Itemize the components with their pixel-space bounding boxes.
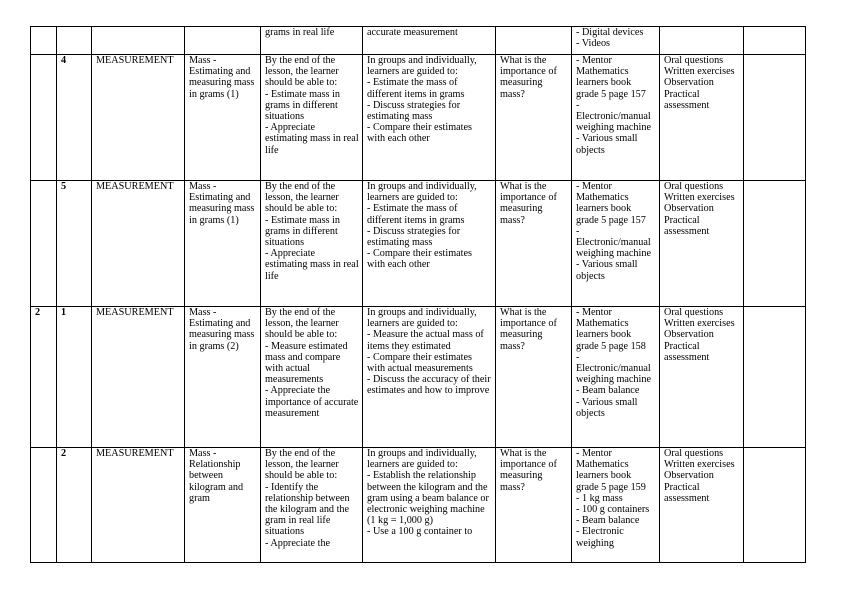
sub-strand-cell: Mass - Estimating and measuring mass in grams (1)	[185, 55, 261, 181]
inquiry-question-cell	[496, 27, 572, 55]
lesson-cell: 2	[57, 448, 92, 563]
table-row	[31, 181, 806, 307]
table-row	[31, 27, 806, 55]
assessment-cell: Oral questions Written exercises Observation Practical assessment	[660, 181, 744, 307]
learning-outcomes-cell: By the end of the lesson, the learner should be able to: - Estimate mass in grams in different situations - Appreciate estimating mass in real life	[261, 55, 363, 181]
scheme-of-work-page	[30, 26, 806, 563]
assessment-cell	[660, 27, 744, 55]
resources-cell: - Mentor Mathematics learners book grade 5 page 159 - 1 kg mass - 100 g containers - Beam balance - Electronic weighing	[572, 448, 660, 563]
learning-experiences-cell: accurate measurement	[363, 27, 496, 55]
remarks-cell	[744, 181, 806, 307]
week-cell	[31, 181, 57, 307]
table-row	[31, 55, 806, 181]
remarks-cell	[744, 27, 806, 55]
assessment-cell: Oral questions Written exercises Observation Practical assessment	[660, 448, 744, 563]
strand-cell: MEASUREMENT	[92, 448, 185, 563]
week-cell	[31, 448, 57, 563]
learning-experiences-cell: In groups and individually, learners are guided to: - Measure the actual mass of items they estimated - Compare their estimates with actual measurements - Discuss the accuracy of their estimates and how to improve	[363, 307, 496, 448]
sub-strand-cell: Mass - Estimating and measuring mass in grams (2)	[185, 307, 261, 448]
learning-experiences-cell: In groups and individually, learners are guided to: - Establish the relationship between the kilogram and the gram using a beam balance or electronic weighing machine (1 kg = 1,000 g) - Use a 100 g container to	[363, 448, 496, 563]
week-cell	[31, 27, 57, 55]
lesson-cell	[57, 27, 92, 55]
remarks-cell	[744, 448, 806, 563]
table-row	[31, 448, 806, 563]
resources-cell: - Digital devices - Videos	[572, 27, 660, 55]
strand-cell: MEASUREMENT	[92, 307, 185, 448]
learning-outcomes-cell: grams in real life	[261, 27, 363, 55]
learning-experiences-cell: In groups and individually, learners are guided to: - Estimate the mass of different items in grams - Discuss strategies for estimating mass - Compare their estimates with each other	[363, 181, 496, 307]
assessment-cell: Oral questions Written exercises Observation Practical assessment	[660, 307, 744, 448]
table-row	[31, 307, 806, 448]
assessment-cell: Oral questions Written exercises Observation Practical assessment	[660, 55, 744, 181]
resources-cell: - Mentor Mathematics learners book grade 5 page 158 - Electronic/manual weighing machine - Beam balance - Various small objects	[572, 307, 660, 448]
remarks-cell	[744, 55, 806, 181]
learning-outcomes-cell: By the end of the lesson, the learner should be able to: - Identify the relationship between the kilogram and the gram in real life situations - Appreciate the	[261, 448, 363, 563]
sub-strand-cell: Mass - Relationship between kilogram and gram	[185, 448, 261, 563]
strand-cell: MEASUREMENT	[92, 181, 185, 307]
learning-outcomes-cell: By the end of the lesson, the learner should be able to: - Measure estimated mass and compare with actual measurements - Appreciate the importance of accurate measurement	[261, 307, 363, 448]
lesson-cell: 5	[57, 181, 92, 307]
inquiry-question-cell: What is the importance of measuring mass?	[496, 307, 572, 448]
remarks-cell	[744, 307, 806, 448]
inquiry-question-cell: What is the importance of measuring mass?	[496, 55, 572, 181]
learning-experiences-cell: In groups and individually, learners are guided to: - Estimate the mass of different items in grams - Discuss strategies for estimating mass - Compare their estimates with each other	[363, 55, 496, 181]
inquiry-question-cell: What is the importance of measuring mass?	[496, 181, 572, 307]
resources-cell: - Mentor Mathematics learners book grade 5 page 157 - Electronic/manual weighing machine - Various small objects	[572, 55, 660, 181]
resources-cell: - Mentor Mathematics learners book grade 5 page 157 - Electronic/manual weighing machine - Various small objects	[572, 181, 660, 307]
week-cell: 2	[31, 307, 57, 448]
sub-strand-cell	[185, 27, 261, 55]
scheme-of-work-table	[30, 26, 806, 563]
strand-cell: MEASUREMENT	[92, 55, 185, 181]
strand-cell	[92, 27, 185, 55]
week-cell	[31, 55, 57, 181]
sub-strand-cell: Mass - Estimating and measuring mass in grams (1)	[185, 181, 261, 307]
inquiry-question-cell: What is the importance of measuring mass?	[496, 448, 572, 563]
lesson-cell: 1	[57, 307, 92, 448]
lesson-cell: 4	[57, 55, 92, 181]
learning-outcomes-cell: By the end of the lesson, the learner should be able to: - Estimate mass in grams in different situations - Appreciate estimating mass in real life	[261, 181, 363, 307]
